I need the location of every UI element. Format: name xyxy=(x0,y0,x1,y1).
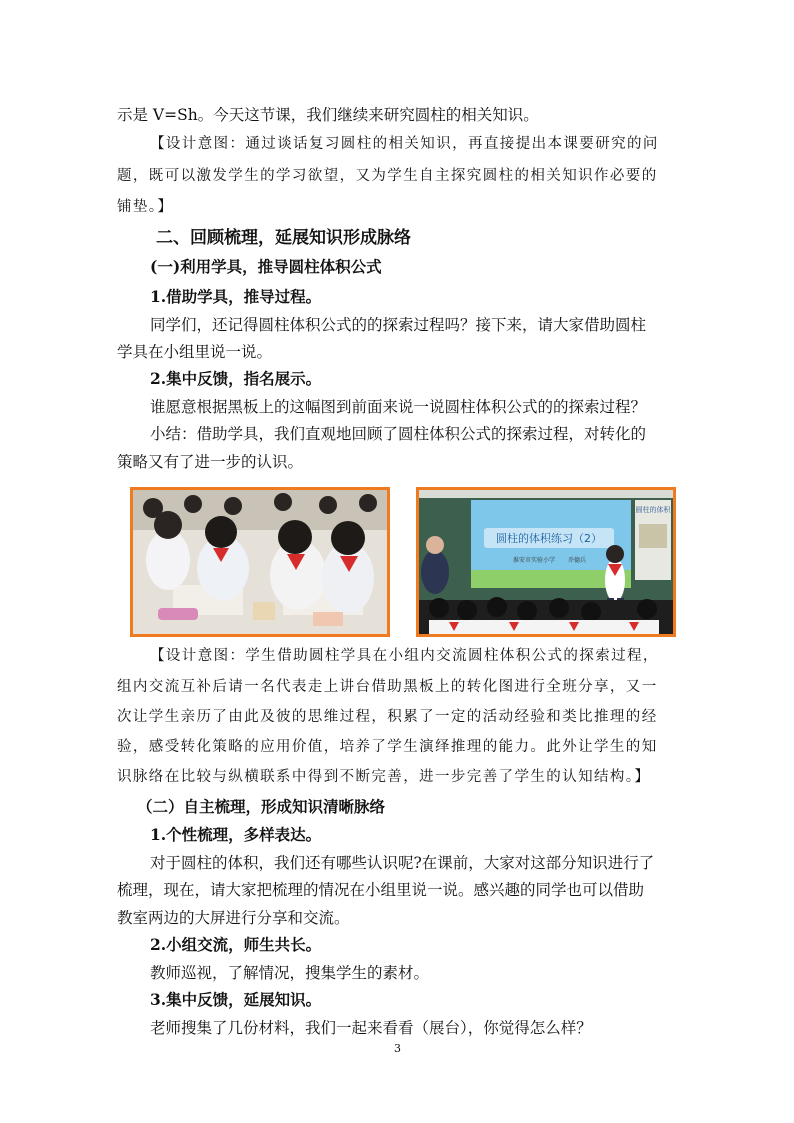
classroom-presentation-photo xyxy=(416,487,676,637)
text-line: 对于圆柱的体积，我们还有哪些认识呢?在课前，大家对这部分知识进行了 xyxy=(150,854,655,872)
text-line-intro: 示是 V=Sh。今天这节课，我们继续来研究圆柱的相关知识。 xyxy=(117,106,539,124)
screen-teacher: 乔德兵 xyxy=(567,557,587,564)
classroom-group-photo xyxy=(130,487,390,637)
design-note-2-line-4: 验，感受转化策略的应用价值，培养了学生演绎推理的能力。此外让学生的知 xyxy=(117,739,658,755)
step-heading-5: 3.集中反馈，延展知识。 xyxy=(150,990,322,1009)
presentation-image xyxy=(419,490,673,634)
step-heading-3: 1.个性梳理，多样表达。 xyxy=(150,825,322,844)
design-note-2-line-2: 组内交流互补后请一名代表走上讲台借助黑板上的转化图进行全班分享，又一 xyxy=(117,679,658,695)
text-line: 谁愿意根据黑板上的这幅图到前面来说一说圆柱体积公式的的探索过程？ xyxy=(150,398,647,416)
screen-banner: 圆柱的体积 xyxy=(635,506,671,514)
design-note-1-line-2: 题，既可以激发学生的学习欲望，又为学生自主探究圆柱的相关知识作必要的 xyxy=(117,168,658,184)
step-heading-4: 2.小组交流，师生共长。 xyxy=(150,935,322,954)
screen-title: 圆柱的体积练习（2） xyxy=(496,532,602,545)
design-note-2-line-1: 【设计意图：学生借助圆柱学具在小组内交流圆柱体积公式的探索过程， xyxy=(150,648,659,664)
step-heading-1: 1.借助学具，推导过程。 xyxy=(150,287,322,306)
text-line-summary: 小结：借助学具，我们直观地回顾了圆柱体积公式的探索过程，对转化的 xyxy=(150,425,647,443)
text-line: 同学们，还记得圆柱体积公式的的探索过程吗？接下来，请大家借助圆柱 xyxy=(150,316,647,334)
screen-school: 淮安市实验小学 xyxy=(512,557,556,564)
group-discussion-image xyxy=(133,490,387,634)
text-line: 教师巡视，了解情况，搜集学生的素材。 xyxy=(150,964,430,982)
design-note-2-line-5: 识脉络在比较与纵横联系中得到不断完善，进一步完善了学生的认知结构。】 xyxy=(117,769,651,785)
text-line: 策略又有了进一步的认识。 xyxy=(117,453,304,471)
text-line: 学具在小组里说一说。 xyxy=(117,343,273,361)
page-number: 3 xyxy=(394,1042,401,1055)
design-note-2-line-3: 次让学生亲历了由此及彼的思维过程，积累了一定的活动经验和类比推理的经 xyxy=(117,709,658,725)
subsection-heading-2: （二）自主梳理，形成知识清晰脉络 xyxy=(137,797,386,816)
text-line: 老师搜集了几份材料，我们一起来看看（展台），你觉得怎么样？ xyxy=(150,1019,592,1037)
design-note-1-line-1: 【设计意图：通过谈话复习圆柱的相关知识，再直接提出本课要研究的问 xyxy=(150,136,659,152)
section-heading-2: 二、回顾梳理，延展知识形成脉络 xyxy=(156,228,411,248)
design-note-1-line-3: 铺垫。】 xyxy=(117,199,174,215)
text-line: 教室两边的大屏进行分享和交流。 xyxy=(117,909,350,927)
text-line: 梳理，现在，请大家把梳理的情况在小组里说一说。感兴趣的同学也可以借助 xyxy=(117,881,645,899)
step-heading-2: 2.集中反馈，指名展示。 xyxy=(150,369,322,388)
subsection-heading-1: (一)利用学具，推导圆柱体积公式 xyxy=(150,257,382,276)
